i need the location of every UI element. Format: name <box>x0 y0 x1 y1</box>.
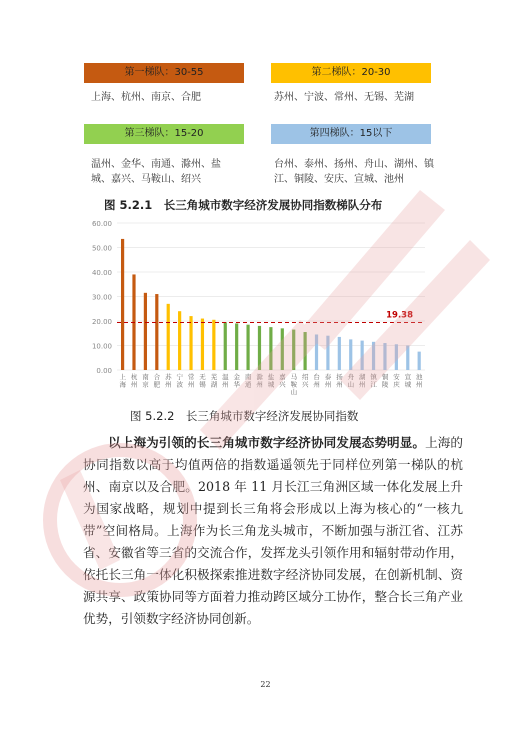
bar-合肥 <box>155 294 158 370</box>
bar-盐城 <box>269 327 272 370</box>
x-tick-label-char: 南 <box>244 373 252 381</box>
x-tick-label-char: 州 <box>324 380 332 389</box>
x-tick-label-char: 京 <box>142 380 149 389</box>
paragraph-lead: 以上海为引领的长三角城市数字经济协同发展态势明显。 <box>108 435 426 450</box>
bar-宣城 <box>406 346 409 371</box>
x-tick-label-char: 庆 <box>393 380 400 389</box>
mean-line-label: 19.38 <box>386 310 413 321</box>
x-tick-label-char: 州 <box>222 380 229 389</box>
y-tick-label: 50.00 <box>91 244 112 253</box>
x-tick-label-char: 嘉 <box>279 373 286 381</box>
x-tick-label-char: 州 <box>313 380 320 389</box>
y-tick-label: 40.00 <box>91 269 112 277</box>
bar-扬州 <box>338 337 341 370</box>
figure-2-caption: 图 5.2.2 长三角城市数字经济发展协同指数 <box>130 409 359 423</box>
x-tick-label-char: 锡 <box>199 380 206 389</box>
x-tick-label-char: 台 <box>313 373 320 381</box>
y-tick-label: 0.00 <box>96 367 112 375</box>
x-tick-label-char: 杭 <box>130 373 138 381</box>
bar-温州 <box>224 322 227 370</box>
x-tick-label-char: 扬 <box>336 373 343 381</box>
x-tick-label-char: 城 <box>267 380 275 389</box>
x-tick-label-char: 州 <box>130 380 138 389</box>
bar-嘉兴 <box>281 328 284 370</box>
x-tick-label-char: 城 <box>404 380 412 389</box>
bar-苏州 <box>167 304 170 370</box>
x-tick-label-char: 池 <box>416 373 423 381</box>
bar-滁州 <box>258 326 261 370</box>
x-tick-label-char: 南 <box>142 373 149 381</box>
bar-金华 <box>235 323 238 370</box>
x-tick-label-char: 华 <box>233 380 241 389</box>
bar-镇江 <box>372 342 375 370</box>
tier-3-cities: 温州、金华、南通、滁州、盐 城、嘉兴、马鞍山、绍兴 <box>91 159 221 185</box>
bar-绍兴 <box>304 332 307 370</box>
x-tick-label-char: 合 <box>153 373 161 381</box>
x-tick-label-char: 苏 <box>165 373 172 381</box>
x-tick-label-char: 通 <box>244 380 252 389</box>
x-tick-label-char: 山 <box>290 388 298 396</box>
x-tick-label-char: 鞍 <box>290 380 298 389</box>
bar-无锡 <box>201 319 204 370</box>
x-tick-label-char: 金 <box>233 373 241 381</box>
bar-马鞍山 <box>292 330 295 370</box>
x-tick-label-char: 州 <box>256 380 263 389</box>
x-tick-label-char: 无 <box>199 373 206 381</box>
bar-池州 <box>418 352 421 370</box>
x-tick-label-char: 镇 <box>370 373 377 381</box>
tier-4-cities: 台州、泰州、扬州、舟山、湖州、镇 江、铜陵、安庆、宣城、池州 <box>274 159 434 185</box>
bar-南京 <box>144 293 147 370</box>
x-tick-label-char: 芜 <box>210 373 218 381</box>
x-tick-label-char: 山 <box>347 380 355 389</box>
tier-2-bar: 第二梯队：20-30 <box>271 63 431 83</box>
bar-泰州 <box>326 336 329 370</box>
x-tick-label-char: 陵 <box>381 380 389 389</box>
x-tick-label-char: 绍 <box>301 373 309 381</box>
figure-1-caption: 图 5.2.1 长三角城市数字经济发展协同指数梯队分布 <box>104 198 383 212</box>
tier-1-bar: 第一梯队：30-55 <box>84 63 244 83</box>
x-tick-label-char: 宣 <box>404 373 412 381</box>
bar-舟山 <box>349 339 352 370</box>
x-tick-label-char: 舟 <box>347 373 355 381</box>
x-tick-label-char: 海 <box>119 380 126 389</box>
page-number: 22 <box>260 680 271 689</box>
x-tick-label-char: 盐 <box>267 373 275 381</box>
bar-芜湖 <box>212 320 215 370</box>
bar-铜陵 <box>383 343 386 370</box>
tier-2-cities: 苏州、宁波、常州、无锡、芜湖 <box>274 92 414 103</box>
x-tick-label-char: 州 <box>359 380 366 389</box>
x-tick-label-char: 湖 <box>210 380 218 389</box>
x-tick-label-char: 波 <box>176 380 183 389</box>
x-tick-label-char: 兴 <box>301 380 309 389</box>
x-tick-label-char: 州 <box>416 380 423 389</box>
bar-常州 <box>189 316 192 370</box>
y-tick-label: 20.00 <box>91 318 112 326</box>
tier-4-bar: 第四梯队：15以下 <box>271 124 431 144</box>
x-tick-label-char: 铜 <box>381 373 389 381</box>
x-tick-label-char: 温 <box>222 373 229 381</box>
x-tick-label-char: 宁 <box>176 373 183 381</box>
y-tick-label: 10.00 <box>91 342 112 351</box>
x-tick-label-char: 州 <box>165 380 172 389</box>
x-tick-label-char: 湖 <box>359 373 366 381</box>
body-paragraph <box>83 432 463 630</box>
x-tick-label-char: 上 <box>119 373 126 381</box>
x-tick-label-char: 马 <box>290 373 298 381</box>
bar-上海 <box>121 239 124 370</box>
bar-台州 <box>315 334 318 370</box>
paragraph-body: 上海的协同指数以高于均值两倍的指数遥遥领先于同样位列第一梯队的杭州、南京以及合肥。2018 年 11 月长江三角洲区域一体化发展上升为国家战略，规划中提到长三角将会形成以上海为核心的“一核九带”空间格局。上海作为长三角龙头城市，不断加强与浙江省、江苏省、安徽省等三省的交流合作，发挥龙头引领作用和辐射带动作用，依托长三角一体化积极探索推进数字经济协同发展，在创新机制、资源共享、政策协同等方面着力推动跨区域分工协作，整合长三角产业优势，引领数字经济协同创新。 <box>83 435 464 626</box>
bar-安庆 <box>395 344 398 370</box>
tier-3-bar: 第三梯队：15-20 <box>84 124 244 144</box>
x-tick-label-char: 常 <box>187 373 195 381</box>
bar-宁波 <box>178 311 181 370</box>
x-tick-label-char: 州 <box>187 380 195 389</box>
x-tick-label-char: 泰 <box>324 373 332 381</box>
協同-index-bar-chart <box>0 215 531 415</box>
x-tick-label-char: 兴 <box>279 380 286 389</box>
y-tick-label: 30.00 <box>91 293 112 302</box>
x-tick-label-char: 肥 <box>153 380 161 389</box>
x-tick-label-char: 州 <box>336 380 343 389</box>
tier-1-cities: 上海、杭州、南京、合肥 <box>91 92 201 103</box>
bar-湖州 <box>361 341 364 370</box>
x-tick-label-char: 滁 <box>256 373 263 381</box>
x-tick-label-char: 江 <box>370 380 377 389</box>
x-tick-label-char: 安 <box>393 373 400 381</box>
bar-南通 <box>246 325 249 370</box>
y-tick-label: 60.00 <box>91 220 112 228</box>
